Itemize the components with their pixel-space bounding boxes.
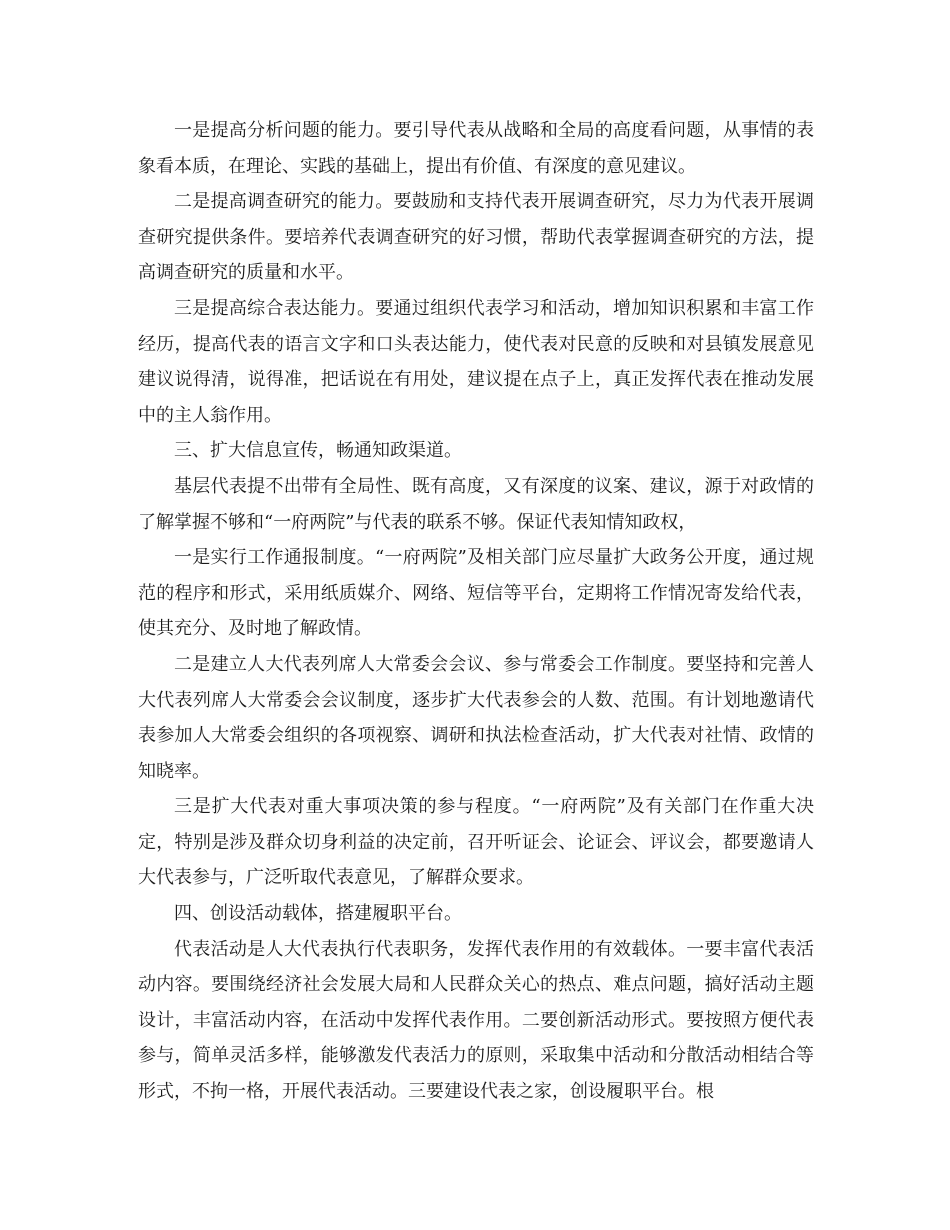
paragraph-attendance-system: 二是建立人大代表列席人大常委会会议、参与常委会工作制度。要坚持和完善人大代表列席人大常委会会议制度，逐步扩大代表参会的人数、范围。有计划地邀请代表参加人大常委会组织的各项视察、调研和执法检查活动，扩大代表对社情、政情的知晓率。 — [138, 653, 814, 782]
paragraph-information-intro: 基层代表提不出带有全局性、既有高度，又有深度的议案、建议，源于对政情的了解掌握不够和“一府两院”与代表的联系不够。保证代表知情知政权， — [138, 475, 814, 533]
paragraph-activity-platform: 代表活动是人大代表执行代表职务，发挥代表作用的有效载体。一要丰富代表活动内容。要围绕经济社会发展大局和人民群众关心的热点、难点问题，搞好活动主题设计，丰富活动内容，在活动中发挥代表作用。二要创新活动形式。要按照方便代表参与，简单灵活多样，能够激发代表活力的原则，采取集中活动和分散活动相结合等形式，不拘一格，开展代表活动。三要建设代表之家，创设履职平台。根 — [138, 938, 814, 1103]
paragraph-work-report-system: 一是实行工作通报制度。“一府两院”及相关部门应尽量扩大政务公开度，通过规范的程序和形式，采用纸质媒介、网络、短信等平台，定期将工作情况寄发给代表，使其充分、及时地了解政情。 — [138, 547, 814, 640]
document-body — [138, 113, 814, 1110]
section-heading-activity-platform: 四、创设活动载体，搭建履职平台。 — [174, 903, 462, 925]
paragraph-capability-research: 二是提高调查研究的能力。要鼓励和支持代表开展调查研究，尽力为代表开展调查研究提供条件。要培养代表调查研究的好习惯，帮助代表掌握调查研究的方法，提高调查研究的质量和水平。 — [138, 191, 814, 284]
paragraph-capability-analysis: 一是提高分析问题的能力。要引导代表从战略和全局的高度看问题，从事情的表象看本质，在理论、实践的基础上，提出有价值、有深度的意见建议。 — [138, 120, 814, 177]
section-heading-information: 三、扩大信息宣传，畅通知政渠道。 — [174, 440, 462, 462]
paragraph-capability-expression: 三是提高综合表达能力。要通过组织代表学习和活动，增加知识积累和丰富工作经历，提高代表的语言文字和口头表达能力，使代表对民意的反映和对县镇发展意见建议说得清，说得准，把话说在有用处，建议提在点子上，真正发挥代表在推动发展中的主人翁作用。 — [138, 297, 814, 426]
paragraph-decision-participation: 三是扩大代表对重大事项决策的参与程度。“一府两院”及有关部门在作重大决定，特别是涉及群众切身利益的决定前，召开听证会、论证会、评议会，都要邀请人大代表参与，广泛听取代表意见，了解群众要求。 — [138, 796, 814, 889]
